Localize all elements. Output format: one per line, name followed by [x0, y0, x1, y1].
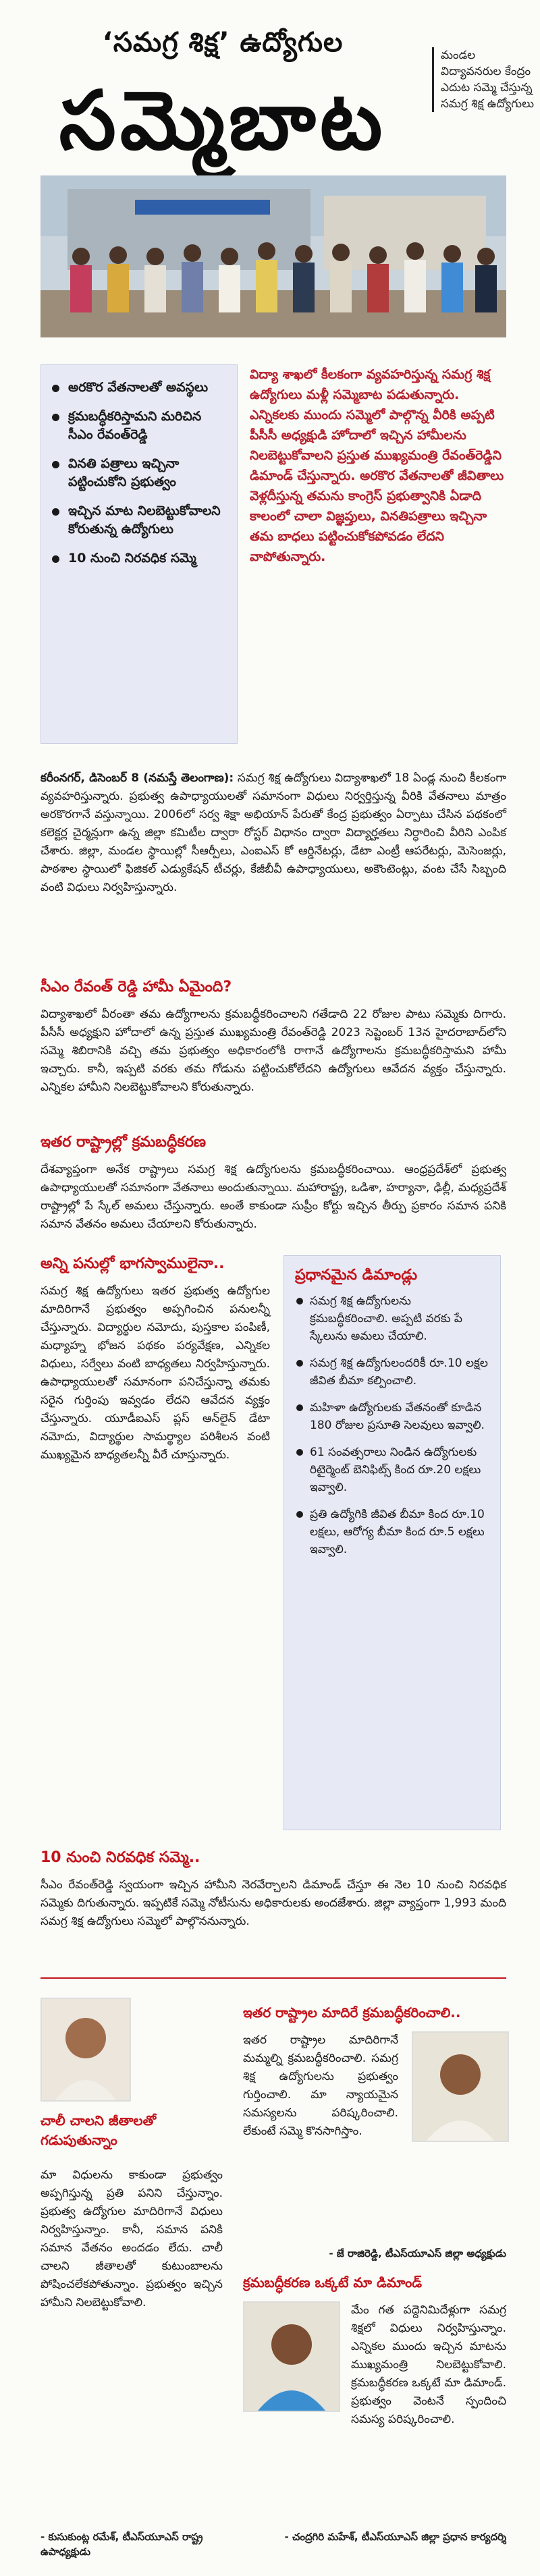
lede-text: విద్యా శాఖలో కీలకంగా వ్యవహరిస్తున్న సమగ్ర శిక్ష ఉద్యోగులు మళ్లీ సమ్మెబాట పడుతున్నారు. ఎన్నికలకు ముందు సమ్మెలో పాల్గొన్న వీరికి అప్పటి పీసీసీ అధ్యక్షుడి హోదాలో ఇచ్చిన హామీలను నిలబెట్టుకోవాలని ప్రస్తుత ముఖ్యమంత్రి రేవంత్‌రెడ్డిని డిమాండ్ చేస్తున్నారు. అరకొర వేతనాలతో జీవితాలు వెళ్లదీస్తున్న తమను కాంగ్రెస్ ప్రభుత్వానికి ఏడాది కాలంలో చాలా విజ్ఞప్తులు, వినతిపత్రాలు ఇచ్చినా తమ బాధలు పట్టించుకోకపోవడం లేదని వాపోతున్నారు. — [250, 367, 504, 564]
highlight-item: అరకొర వేతనాలతో అవస్థలు — [51, 379, 227, 397]
article-body-2: విద్యాశాఖలో వీరంతా తమ ఉద్యోగాలను క్రమబద్ధీకరించాలని గతేడాది 22 రోజుల పాటు సమ్మెకు దిగారు. పీసీసీ అధ్యక్షుని హోదాలో ఉన్న ప్రస్తుత ముఖ్యమంత్రి రేవంత్‌రెడ్డి 2023 సెప్టెంబర్ 13న హైదరాబాద్‌లోని సమ్మె శిబిరానికి వచ్చి తమ ప్రభుత్వం అధికారంలోకి రాగానే ఉద్యోగాలను క్రమబద్ధీకరిస్తామని హామీ ఇచ్చారు. కానీ, ఇప్పటి వరకు తమ గోడును పట్టించుకోలేదని ఉద్యోగులు ఆవేదన వ్యక్తం చేస్తున్నారు. ఎన్నికల హామీని నిలబెట్టుకోవాలని కోరుతున్నారు. — [40, 1008, 506, 1094]
quote3-head: క్రమబద్ధీకరణ ఒక్కటే మా డిమాండ్ — [243, 2274, 423, 2291]
demands-box — [284, 1255, 501, 1830]
dateline: కరీంనగర్, డిసెంబర్ 8 (నమస్తే తెలంగాణ): — [40, 771, 234, 785]
headline-kicker: ‘సమగ్ర శిక్ష’ ఉద్యోగుల — [102, 27, 344, 58]
headline: సమ్మెబాట — [59, 74, 387, 168]
article-body-1 — [40, 769, 506, 897]
subheading-all-works: అన్ని పనుల్లో భాగస్వాములైనా.. — [40, 1255, 225, 1272]
article-body-3: దేశవ్యాప్తంగా అనేక రాష్ట్రాలు సమగ్ర శిక్ష ఉద్యోగులను క్రమబద్ధీకరించాయి. ఆంధ్రప్రదేశ్‌లో ప్రభుత్వ ఉపాధ్యాయులతో సమానంగా వేతనాలు అందుతున్నాయి. మహారాష్ట్ర, ఒడిశా, హర్యానా, ఢిల్లీ, మధ్యప్రదేశ్ రాష్ట్రాల్లో పే స్కేల్ అమలు చేస్తున్నారు. అంతే కాకుండా సుప్రీం కోర్టు ఇచ్చిన తీర్పు ప్రకారం సమాన పనికి సమాన వేతనం అమలు చేయాలని కోరుతున్నారు. — [40, 1163, 506, 1231]
photo-deck: మండల విద్యావనరుల కేంద్రం ఎదుట సమ్మె చేస్తున్న సమగ్ర శిక్ష ఉద్యోగులు — [432, 47, 535, 112]
quote3-caption: - చంద్రగిరి మహేశ్, టీఎస్‌యూఎస్ జిల్లా ప్రధాన కార్యదర్శి — [284, 2531, 506, 2543]
quote1-head: చాలీ చాలని జీతాలతో గడుపుతున్నాం — [40, 2112, 157, 2148]
demand-item: ప్రతి ఉద్యోగికి జీవిత బీమా కింద రూ.10 లక్షలు, ఆరోగ్య బీమా కింద రూ.5 లక్షలు ఇవ్వాలి. — [295, 1506, 489, 1558]
quote1-caption: - కుసుకుంట్ల రమేశ్, టీఎస్‌యూఎస్ రాష్ట్ర ఉపాధ్యక్షుడు — [40, 2531, 203, 2558]
highlight-item: వినతి పత్రాలు ఇచ్చినా పట్టించుకోని ప్రభుత్వం — [51, 455, 227, 491]
quote2-head: ఇతర రాష్ట్రాల మాదిరే క్రమబద్ధీకరించాలి.. — [243, 2004, 461, 2021]
highlight-item: క్రమబద్ధీకరిస్తామని మరిచిన సీఎం రేవంత్‌రెడ్డి — [51, 408, 227, 444]
subheading-cm-promise: సీఎం రేవంత్ రెడ్డి హామీ ఏమైంది? — [40, 979, 232, 995]
portrait-rajireddy — [412, 2031, 509, 2142]
article-body-4: సమగ్ర శిక్ష ఉద్యోగులు ఇతర ప్రభుత్వ ఉద్యోగుల మాదిరిగానే ప్రభుత్వం అప్పగించిన పనులన్నీ చేస్తున్నారు. విద్యార్థుల నమోదు, పుస్తకాల పంపిణీ, మధ్యాహ్న భోజన పథకం పర్యవేక్షణ, ఎన్నికల విధులు, సర్వేలు వంటి బాధ్యతలు నిర్వహిస్తున్నారు. ఉపాధ్యాయులతో సమానంగా పనిచేస్తున్నా తమకు సరైన గుర్తింపు ఇవ్వడం లేదని ఆవేదన వ్యక్తం చేస్తున్నారు. యూడీఐఎస్ ప్లస్ ఆన్‌లైన్ డేటా నమోదు, విద్యార్థుల సామర్థ్యాల పరిశీలన వంటి ముఖ్యమైన బాధ్యతలన్నీ వీరే చూస్తున్నారు. — [40, 1284, 270, 1462]
highlight-item: 10 నుంచి నిరవధిక సమ్మె — [51, 549, 227, 568]
subheading-other-states: ఇతర రాష్ట్రాల్లో క్రమబద్ధీకరణ — [40, 1134, 207, 1151]
quote1-text: మా విధులను కాకుండా ప్రభుత్వం అప్పగిస్తున్న ప్రతి పనిని చేస్తున్నాం. ప్రభుత్వ ఉద్యోగుల మాదిరిగానే విధులు నిర్వహిస్తున్నాం. కానీ, సమాన పనికి సమాన వేతనం అందడం లేదు. చాలీ చాలని జీతాలతో కుటుంబాలను పోషించలేకపోతున్నాం. ప్రభుత్వం ఇచ్చిన హామీని నిలబెట్టుకోవాలి. — [40, 2168, 223, 2309]
portrait-ramesh — [40, 1998, 131, 2102]
demands-title: ప్రధానమైన డిమాండ్లు — [295, 1267, 418, 1284]
protest-photo — [40, 175, 506, 337]
article-body-5: సీఎం రేవంత్‌రెడ్డి స్వయంగా ఇచ్చిన హామీని నెరవేర్చాలని డిమాండ్ చేస్తూ ఈ నెల 10 నుంచి నిరవధిక సమ్మెకు దిగుతున్నారు. ఇప్పటికే సమ్మె నోటీసును అధికారులకు అందజేశారు. జిల్లా వ్యాప్తంగా 1,993 మంది సమగ్ర శిక్ష ఉద్యోగులు సమ్మెలో పాల్గొననున్నారు. — [40, 1878, 506, 1928]
article-text-1: సమగ్ర శిక్ష ఉద్యోగులు విద్యాశాఖలో 18 ఏండ్ల నుంచి కీలకంగా వ్యవహరిస్తున్నారు. ప్రభుత్వ ఉపాధ్యాయులతో సమానంగా విధులు నిర్వర్తిస్తున్న వీరికి వేతనాలు మాత్రం అరకొరగానే వస్తున్నాయి. 2006లో సర్వ శిక్షా అభియాన్ పేరుతో కేంద్ర ప్రభుత్వం ఏర్పాటు చేసిన పథకంలో కలెక్టర్ల చైర్మన్లుగా ఉన్న జిల్లా కమిటీల ద్వారా రోస్టర్ విధానం ద్వారా విద్యార్హతలు నిర్ధారించి వీరిని ఎంపిక చేశారు. జిల్లా, మండల స్థాయిల్లో సీఆర్పీలు, ఎంఐఎస్ కో ఆర్డినేటర్లు, డేటా ఎంట్రీ ఆపరేటర్లు, మెసెంజర్లు, పాఠశాల స్థాయిలో ఫిజికల్ ఎడ్యుకేషన్ టీచర్లు, కేజీబీవీ ఉపాధ్యాయులు, అకౌంటెంట్లు, వంట చేసే సిబ్బంది వంటి విధులు నిర్వహిస్తున్నారు. — [40, 771, 506, 894]
quote2-text: ఇతర రాష్ట్రాల మాదిరిగానే మమ్మల్ని క్రమబద్ధీకరించాలి. సమగ్ర శిక్ష ఉద్యోగులను ప్రభుత్వం గుర్తించాలి. మా న్యాయమైన సమస్యలను పరిష్కరించాలి. లేకుంటే సమ్మె కొనసాగిస్తాం. — [243, 2033, 398, 2138]
subheading-strike: 10 నుంచి నిరవధిక సమ్మె.. — [40, 1849, 200, 1866]
section-divider — [40, 1977, 506, 1979]
demand-item: సమగ్ర శిక్ష ఉద్యోగులందరికీ రూ.10 లక్షల జీవిత బీమా కల్పించాలి. — [295, 1354, 489, 1390]
highlights-box — [40, 364, 238, 744]
quote3-text: మేం గత పద్దెనిమిదేళ్లుగా సమగ్ర శిక్షలో విధులు నిర్వహిస్తున్నాం. ఎన్నికల ముందు ఇచ్చిన మాటను ముఖ్యమంత్రి నిలబెట్టుకోవాలి. క్రమబద్ధీకరణ ఒక్కటే మా డిమాండ్. ప్రభుత్వం వెంటనే స్పందించి సమస్య పరిష్కరించాలి. — [351, 2303, 506, 2426]
quote2-caption: - జే రాజిరెడ్డి, టీఎస్‌యూఎస్ జిల్లా అధ్యక్షుడు — [329, 2247, 506, 2259]
demand-item: 61 సంవత్సరాలు నిండిన ఉద్యోగులకు రిటైర్మెంట్ బెనిఫిట్స్ కింద రూ.20 లక్షలు ఇవ్వాలి. — [295, 1444, 489, 1496]
highlight-item: ఇచ్చిన మాట నిలబెట్టుకోవాలని కోరుతున్న ఉద్యోగులు — [51, 502, 227, 539]
portrait-mahesh — [243, 2301, 340, 2412]
demand-item: మహిళా ఉద్యోగులకు వేతనంతో కూడిన 180 రోజుల ప్రసూతి సెలవులు ఇవ్వాలి. — [295, 1399, 489, 1434]
demand-item: సమగ్ర శిక్ష ఉద్యోగులను క్రమబద్ధీకరించాలి. అప్పటి వరకు పే స్కేలును అమలు చేయాలి. — [295, 1292, 489, 1345]
